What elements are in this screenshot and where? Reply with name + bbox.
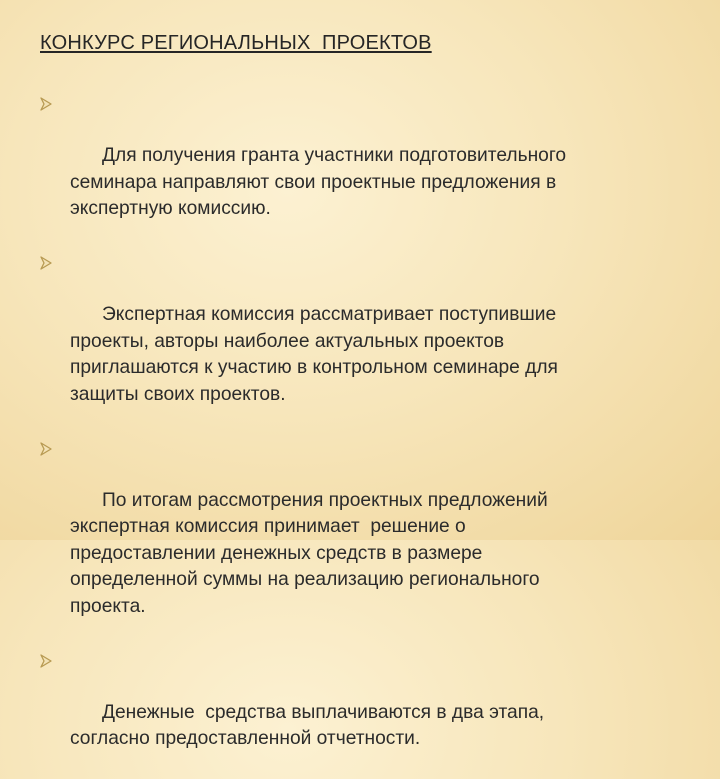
bullet-text: Для получения гранта участники подготовительного семинара направляют свои проектные предложения в экспертную комиссию. (70, 145, 566, 219)
arrowhead-bullet-icon (40, 442, 52, 456)
arrowhead-bullet-icon (40, 654, 52, 668)
bullet-text: Денежные средства выплачиваются в два этапа, согласно предоставленной отчетности. (70, 702, 544, 750)
slide-title: КОНКУРС РЕГИОНАЛЬНЫХ ПРОЕКТОВ (40, 31, 432, 55)
bullet-item-2 (40, 249, 640, 435)
bullet-item-1 (40, 90, 640, 249)
arrowhead-bullet-icon (40, 256, 52, 270)
bullet-list (40, 90, 640, 779)
arrowhead-bullet-icon (40, 97, 52, 111)
bullet-item-3 (40, 435, 640, 647)
bullet-text: Экспертная комиссия рассматривает поступившие проекты, авторы наиболее актуальных проектов приглашаются к участию в контрольном семинаре для защиты своих проектов. (70, 304, 558, 405)
bullet-item-4 (40, 647, 640, 779)
bullet-text: По итогам рассмотрения проектных предложений экспертная комиссия принимает решение о предоставлении денежных средств в размере определенной суммы на реализацию регионального проекта. (70, 490, 548, 617)
